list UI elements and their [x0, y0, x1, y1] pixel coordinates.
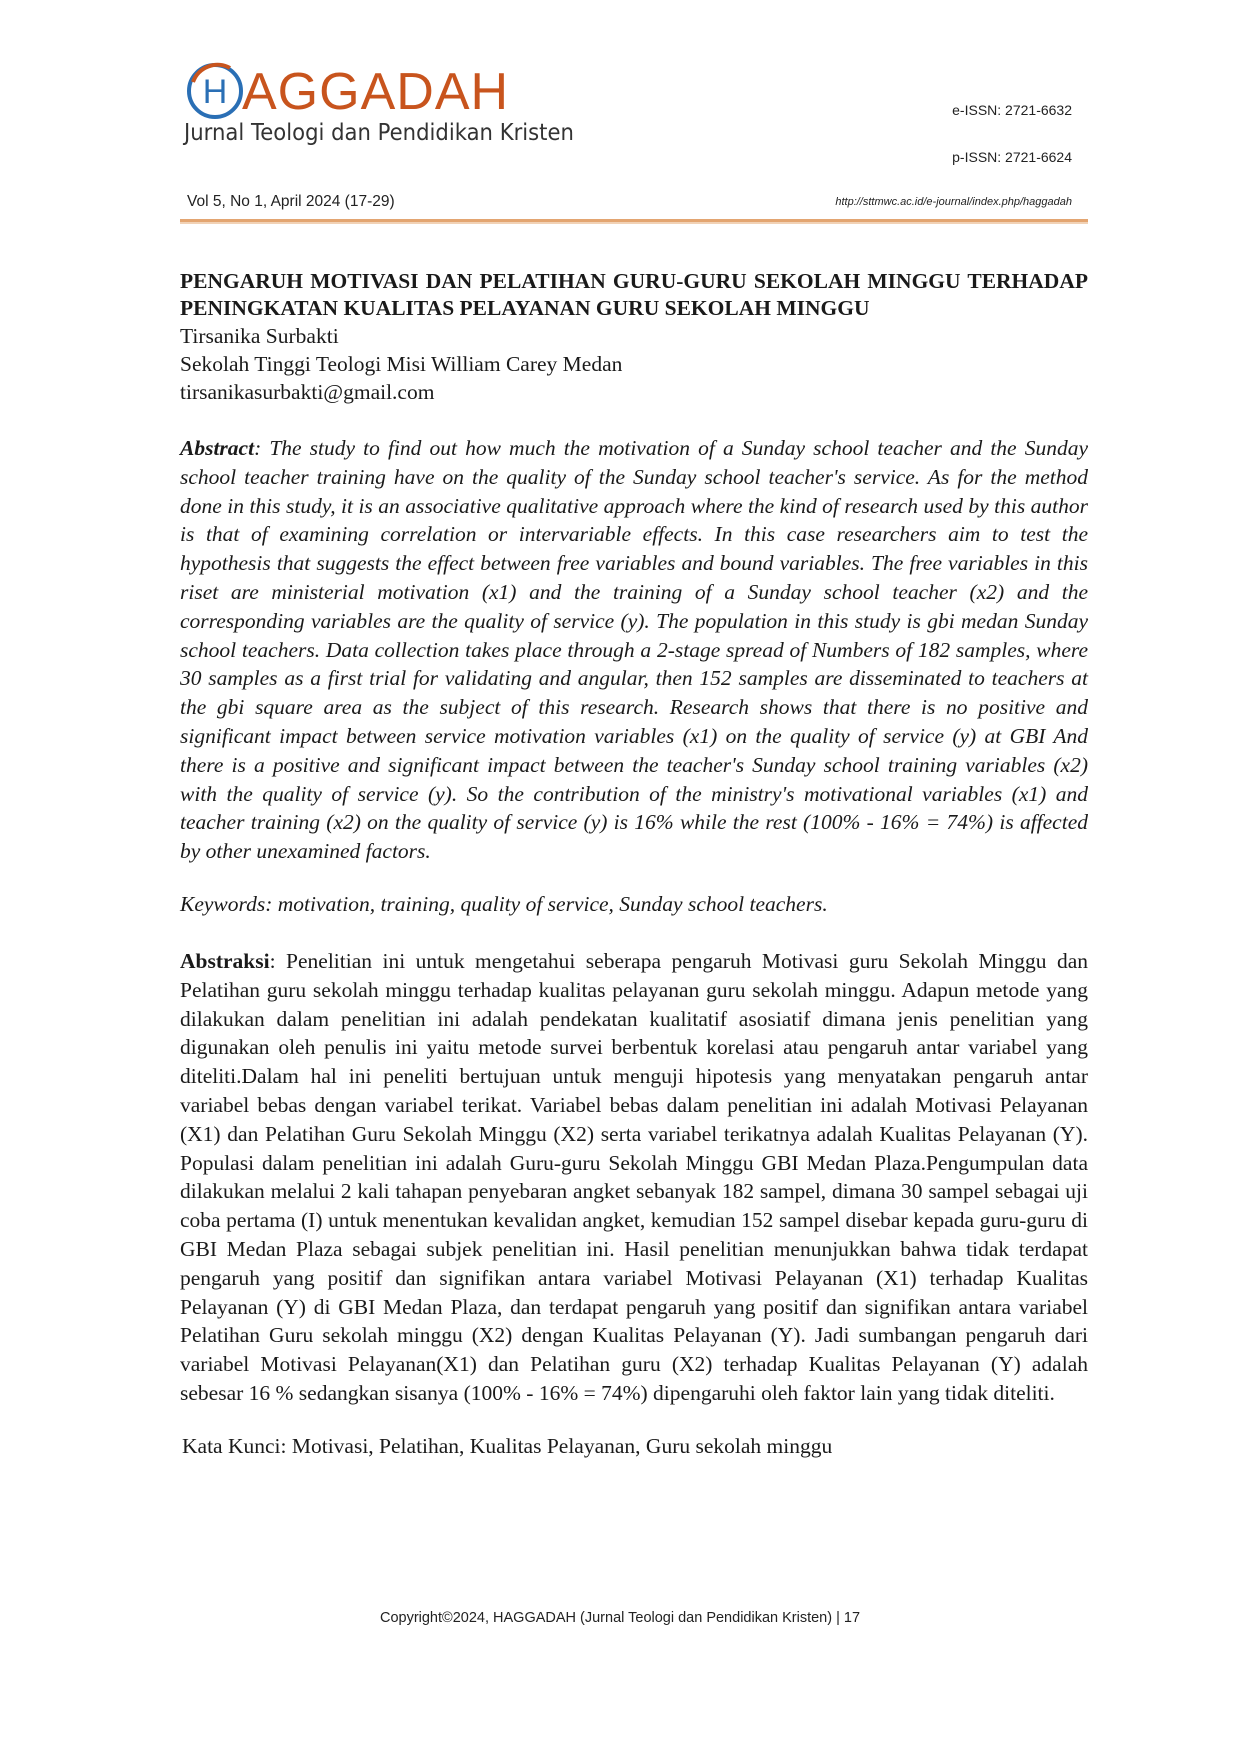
journal-subtitle: Jurnal Teologi dan Pendidikan Kristen	[184, 120, 574, 146]
journal-url[interactable]: http://sttmwc.ac.id/e-journal/index.php/haggadah	[835, 196, 1072, 208]
author-email[interactable]: tirsanikasurbakti@gmail.com	[180, 380, 435, 404]
logo-letter: H	[202, 73, 228, 111]
abstraksi-label: Abstraksi	[180, 948, 270, 973]
logo-name: AGGADAH	[242, 63, 510, 121]
abstract-indonesian	[180, 947, 1088, 1408]
author-name: Tirsanika Surbakti	[180, 324, 339, 348]
header-divider-shadow	[180, 222, 1088, 224]
author-affiliation: Sekolah Tinggi Teologi Misi William Carey Medan	[180, 352, 623, 376]
page-footer: Copyright©2024, HAGGADAH (Jurnal Teologi dan Pendidikan Kristen) | 17	[379, 1610, 861, 1626]
abstract-text: : The study to find out how much the motivation of a Sunday school teacher and the Sunday school teacher training have on the quality of the Sunday school teacher's service. As for the method done in this study, it is an associative qualitative approach where the kind of research used by this author is that of examining correlation or intervariable effects. In this case researchers aim to test the hypothesis that suggests the effect between free variables and bound variables. The free variables in this riset are ministerial motivation (x1) and the training of a Sunday school teacher (x2) and the corresponding variables are the quality of service (y). The population in this study is gbi medan Sunday school teachers. Data collection takes place through a 2-stage spread of Numbers of 182 samples, where 30 samples as a first trial for validating and angular, then 152 samples are disseminated to teachers at the gbi square area as the subject of this research. Research shows that there is no positive and significant impact between service motivation variables (x1) on the quality of service (y) at GBI And there is a positive and significant impact between the teacher's Sunday school training variables (x2) with the quality of service (y). So the contribution of the ministry's motivational variables (x1) and teacher training (x2) on the quality of service (y) is 16% while the rest (100% - 16% = 74%) is affected by other unexamined factors.	[180, 436, 1088, 864]
abstract-label: Abstract	[180, 436, 255, 460]
logo-h-circle-icon	[184, 60, 246, 122]
keywords-indonesian: Kata Kunci: Motivasi, Pelatihan, Kualitas Pelayanan, Guru sekolah minggu	[182, 1433, 833, 1458]
article-body	[180, 268, 1088, 1460]
journal-logo	[184, 56, 604, 156]
abstract-english	[180, 434, 1088, 866]
e-issn: e-ISSN: 2721-6632	[952, 102, 1072, 118]
article-title: PENGARUH MOTIVASI DAN PELATIHAN GURU-GURU SEKOLAH MINGGU TERHADAP PENINGKATAN KUALITAS PELAYANAN GURU SEKOLAH MINGGU	[180, 269, 1088, 320]
p-issn: p-ISSN: 2721-6624	[952, 149, 1072, 165]
abstraksi-text: : Penelitian ini untuk mengetahui seberapa pengaruh Motivasi guru Sekolah Minggu dan Pelatihan guru sekolah minggu terhadap kualitas pelayanan guru sekolah minggu. Adapun metode yang dilakukan dalam penelitian ini adalah pendekatan kualitatif asosiatif dimana jenis penelitian yang digunakan oleh penulis ini yaitu metode survei berbentuk korelasi atau pengaruh antar variabel yang diteliti.Dalam hal ini peneliti bertujuan untuk menguji hipotesis yang menyatakan pengaruh antar variabel bebas dengan variabel terikat. Variabel bebas dalam penelitian ini adalah Motivasi Pelayanan (X1) dan Pelatihan Guru Sekolah Minggu (X2) serta variabel terikatnya adalah Kualitas Pelayanan (Y). Populasi dalam penelitian ini adalah Guru-guru Sekolah Minggu GBI Medan Plaza.Pengumpulan data dilakukan melalui 2 kali tahapan penyebaran angket sebanyak 182 sampel, dimana 30 sampel sebagai uji coba pertama (I) untuk menentukan kevalidan angket, kemudian 152 sampel disebar kepada guru-guru di GBI Medan Plaza sebagai subjek penelitian ini. Hasil penelitian menunjukkan bahwa tidak terdapat pengaruh yang positif dan signifikan antara variabel Motivasi Pelayanan (X1) terhadap Kualitas Pelayanan (Y) di GBI Medan Plaza, dan terdapat pengaruh yang positif dan signifikan antara variabel Pelatihan Guru sekolah minggu (X2) dengan Kualitas Pelayanan (Y). Jadi sumbangan pengaruh dari variabel Motivasi Pelayanan(X1) dan Pelatihan guru (X2) terhadap Kualitas Pelayanan (Y) adalah sebesar 16 % sedangkan sisanya (100% - 16% = 74%) dipengaruhi oleh faktor lain yang tidak diteliti.	[180, 948, 1088, 1405]
volume-info: Vol 5, No 1, April 2024 (17-29)	[187, 193, 395, 210]
keywords-english: Keywords: motivation, training, quality of service, Sunday school teachers.	[180, 891, 828, 916]
